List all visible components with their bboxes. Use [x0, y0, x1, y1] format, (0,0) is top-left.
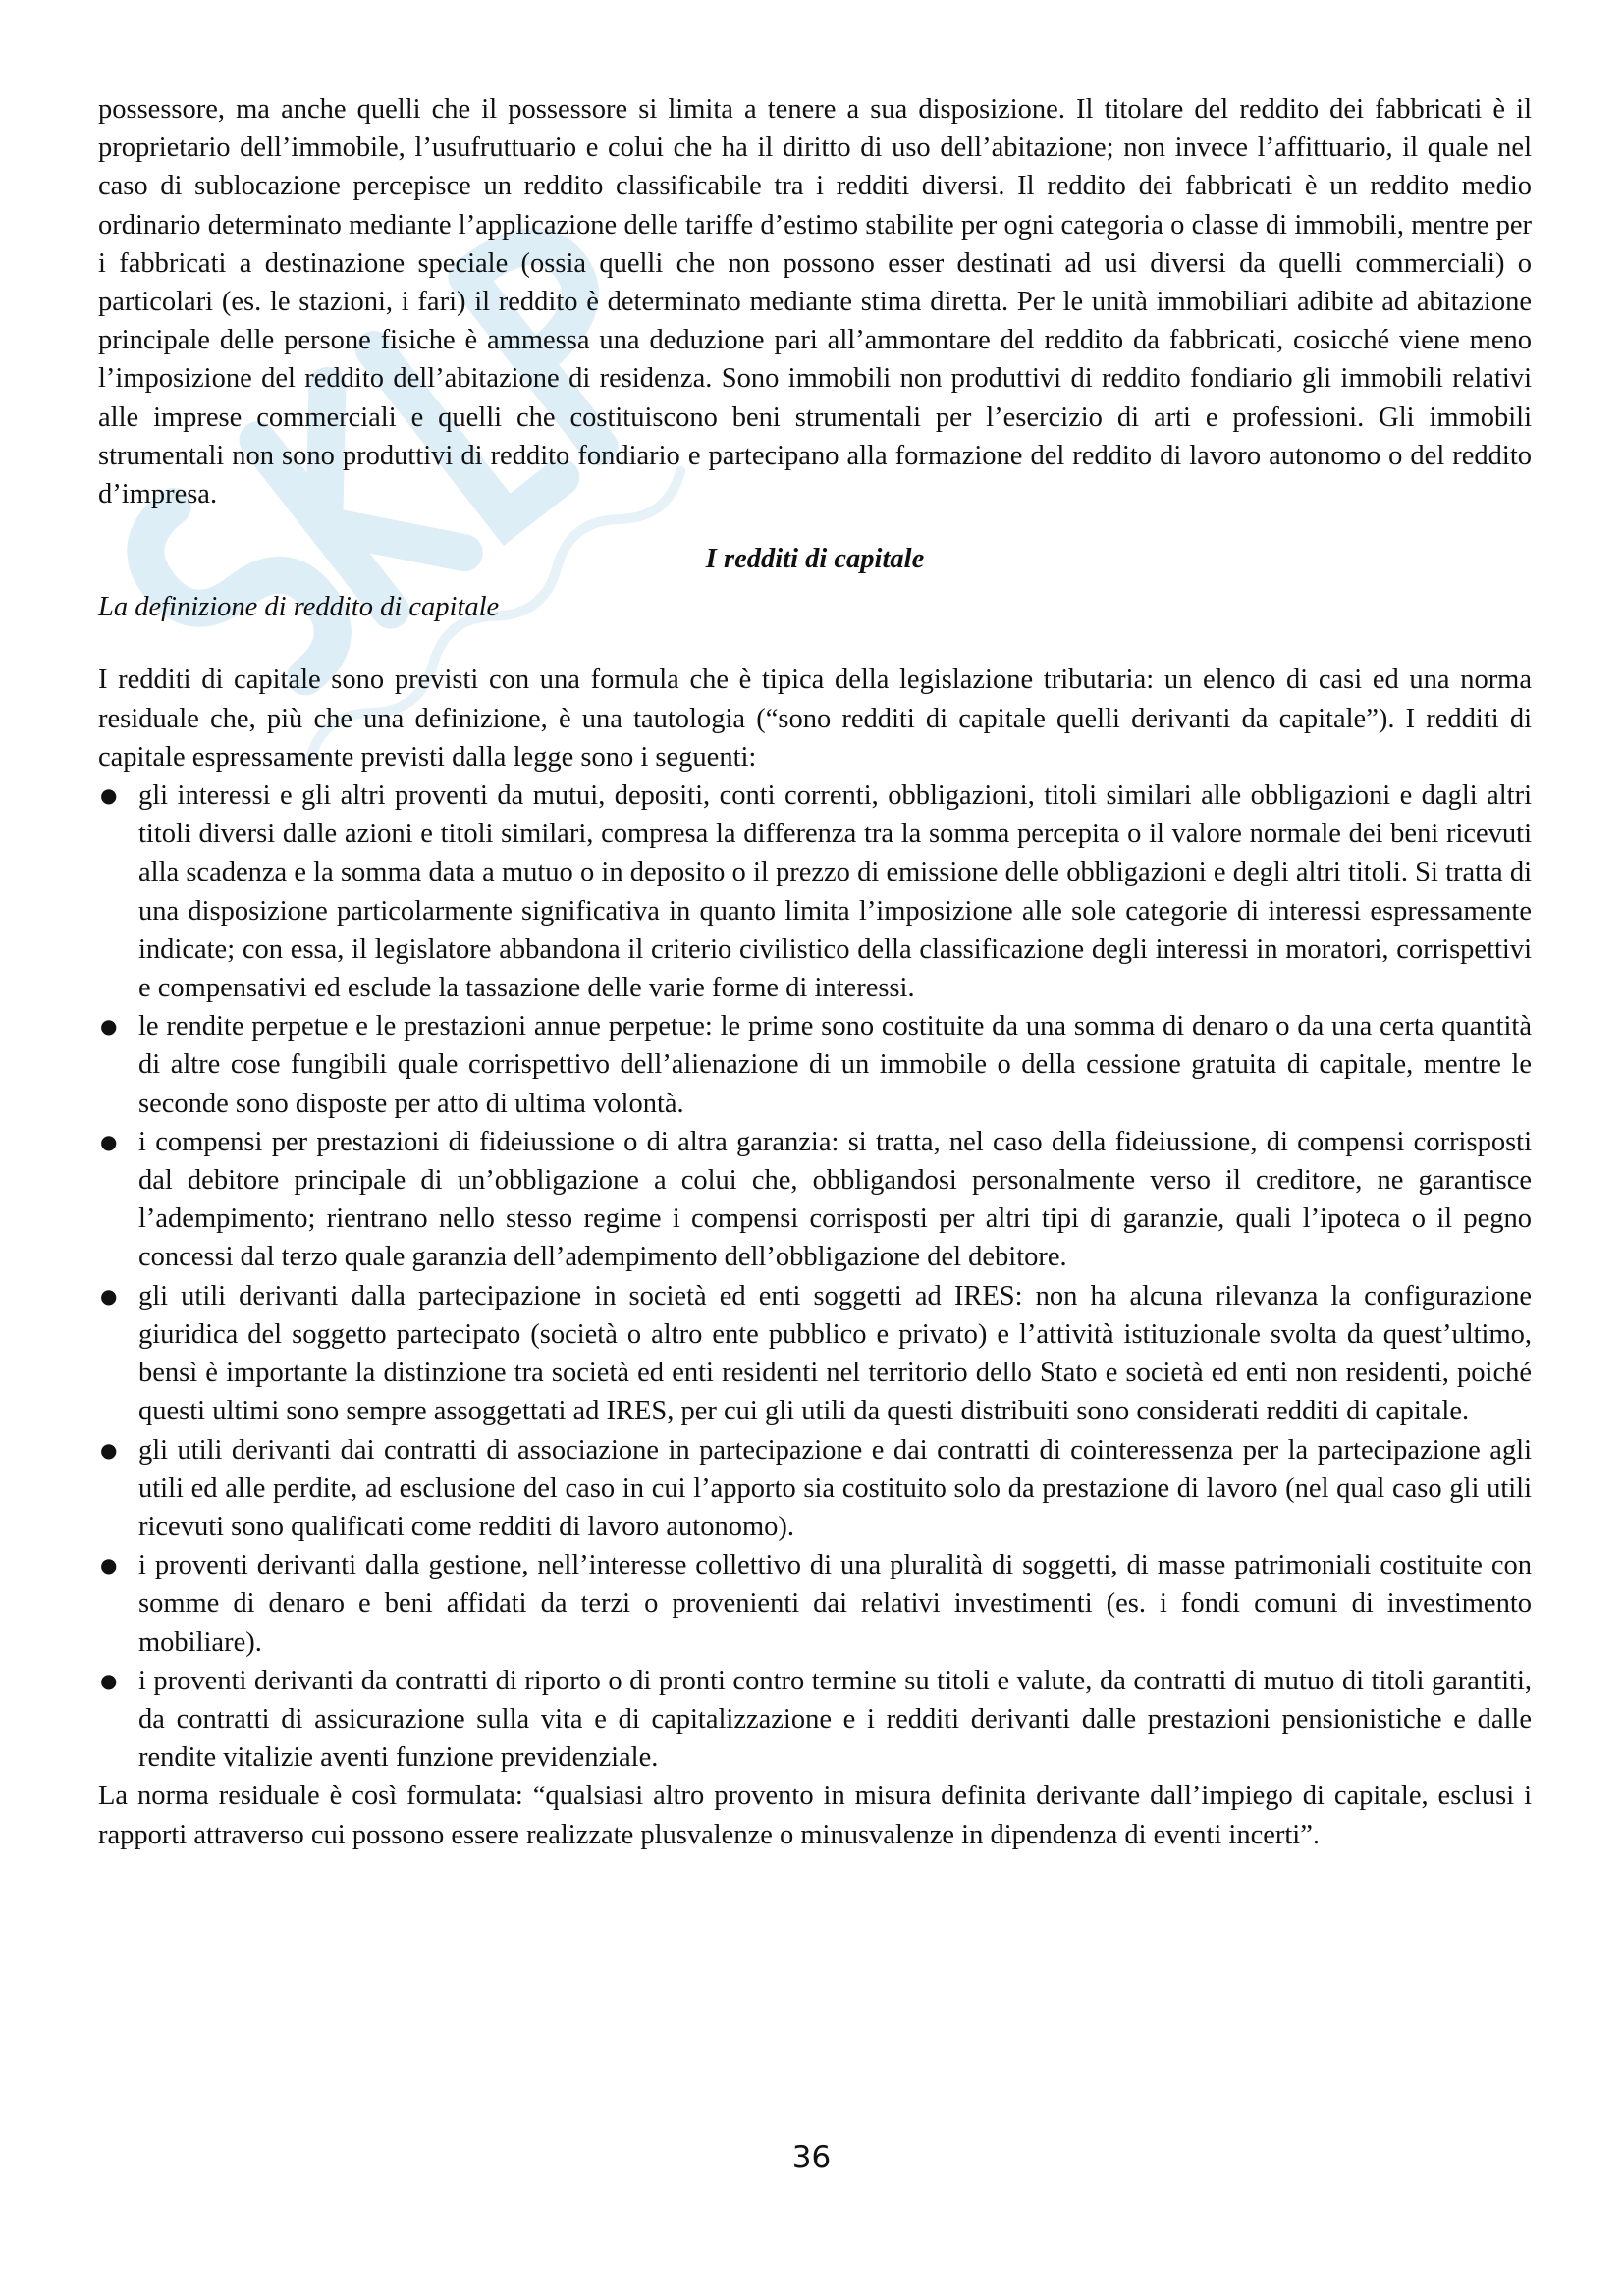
- list-item: [98, 1546, 1532, 1662]
- lead-paragraph: I redditi di capitale sono previsti con una formula che è tipica della legislazione tributaria: un elenco di casi ed una norma residuale che, più che una definizione, è una tautologia (“sono redditi di capitale quelli derivanti da capitale”). I redditi di capitale espressamente previsti dalla legge sono i seguenti:: [98, 665, 1532, 773]
- document-page: [98, 90, 1532, 1854]
- bullet-icon: ●: [100, 1553, 118, 1577]
- list-item-text: gli utili derivanti dalla partecipazione in società ed enti soggetti ad IRES: non ha alcuna rilevanza la configurazione giuridica del soggetto partecipato (società o altro ente pubblico e privato) e l’attività istituzionale svolta da quest’ultimo, bensì è importante la distinzione tra società ed enti residenti nel territorio dello Stato e società ed enti non residenti, poiché questi ultimi sono sempre assoggettati ad IRES, per cui gli utili da questi distribuiti sono considerati redditi di capitale.: [138, 1280, 1532, 1427]
- bullet-icon: ●: [100, 1283, 118, 1308]
- list-item: [98, 776, 1532, 1007]
- bullet-icon: ●: [100, 1129, 118, 1153]
- bullet-icon: ●: [100, 783, 118, 808]
- list-item-text: i proventi derivanti da contratti di riporto o di pronti contro termine su titoli e valute, da contratti di mutuo di titoli garantiti, da contratti di assicurazione sulla vita e di capitalizzazione e i redditi derivanti dalle prestazioni pensionistiche e dalle rendite vitalizie aventi funzione previdenziale.: [138, 1665, 1532, 1774]
- bullet-icon: ●: [100, 1437, 118, 1462]
- list-item: [98, 1123, 1532, 1277]
- intro-paragraph: possessore, ma anche quelli che il possessore si limita a tenere a sua disposizione. Il titolare del reddito dei fabbricati è il proprietario dell’immobile, l’usufruttuario e colui che ha il diritto di uso dell’abitazione; non invece l’affittuario, il quale nel caso di sublocazione percepisce un reddito classificabile tra i redditi diversi. Il reddito dei fabbricati è un reddito medio ordinario determinato mediante l’applicazione delle tariffe d’estimo stabilite per ogni categoria o classe di immobili, mentre per i fabbricati a destinazione speciale (ossia quelli che non possono esser destinati ad usi diversi da quelli commerciali) o particolari (es. le stazioni, i fari) il reddito è determinato mediante stima diretta. Per le unità immobiliari adibite ad abitazione principale delle persone fisiche è ammessa una deduzione pari all’ammontare del reddito da fabbricati, cosicché viene meno l’imposizione del reddito dell’abitazione di residenza. Sono immobili non produttivi di reddito fondiario gli immobili relativi alle imprese commerciali e quelli che costituiscono beni strumentali per l’esercizio di arti e professioni. Gli immobili strumentali non sono produttivi di reddito fondiario e partecipano alla formazione del reddito di lavoro autonomo o del reddito d’impresa.: [98, 94, 1532, 510]
- bullet-icon: ●: [100, 1668, 118, 1692]
- list-item: [98, 1662, 1532, 1778]
- list-item: [98, 1277, 1532, 1431]
- list-item: [98, 1007, 1532, 1123]
- list-item-text: i proventi derivanti dalla gestione, nell’interesse collettivo di una pluralità di soggetti, di masse patrimoniali costituite con somme di denaro e beni affidati da terzi o provenienti dai relativi investimenti (es. i fondi comuni di investimento mobiliare).: [138, 1550, 1532, 1658]
- bullet-icon: ●: [100, 1014, 118, 1039]
- subsection-title: La definizione di reddito di capitale: [98, 592, 500, 623]
- section-title: I redditi di capitale: [705, 544, 925, 575]
- list-item-text: le rendite perpetue e le prestazioni annue perpetue: le prime sono costituite da una somma di denaro o da una certa quantità di altre cose fungibili quale corrispettivo dell’alienazione di un immobile o della cessione gratuita di capitale, mentre le seconde sono disposte per atto di ultima volontà.: [138, 1011, 1532, 1119]
- list-item-text: gli utili derivanti dai contratti di associazione in partecipazione e dai contratti di cointeressenza per la partecipazione agli utili ed alle perdite, ad esclusione del caso in cui l’apporto sia costituito solo da prestazione di lavoro (nel qual caso gli utili ricevuti sono qualificati come redditi di lavoro autonomo).: [138, 1434, 1532, 1542]
- list-item-text: gli interessi e gli altri proventi da mutui, depositi, conti correnti, obbligazioni, titoli similari alle obbligazioni e dagli altri titoli diversi dalle azioni e titoli similari, compresa la differenza tra la somma percepita o il valore normale dei beni ricevuti alla scadenza e la somma data a mutuo o in deposito o il prezzo di emissione delle obbligazioni e degli altri titoli. Si tratta di una disposizione particolarmente significativa in quanto limita l’imposizione alle sole categorie di interessi espressamente indicate; con essa, il legislatore abbandona il criterio civilistico della classificazione degli interessi in moratori, corrispettivi e compensativi ed esclude la tassazione delle varie forme di interessi.: [138, 780, 1532, 1004]
- list-item: [98, 1431, 1532, 1547]
- closing-paragraph: La norma residuale è così formulata: “qualsiasi altro provento in misura definita derivante dall’impiego di capitale, esclusi i rapporti attraverso cui possono essere realizzate plusvalenze o minusvalenze in dipendenza di eventi incerti”.: [98, 1781, 1532, 1850]
- bullet-list: [98, 776, 1532, 1777]
- list-item-text: i compensi per prestazioni di fideiussione o di altra garanzia: si tratta, nel caso della fideiussione, di compensi corrisposti dal debitore principale di un’obbligazione a colui che, obbligandosi personalmente verso il creditore, ne garantisce l’adempimento; rientrano nello stesso regime i compensi corrisposti per altri tipi di garanzie, quali l’ipoteca o il pegno concessi dal terzo quale garanzia dell’adempimento dell’obbligazione del debitore.: [138, 1126, 1532, 1273]
- page-number: 36: [791, 2140, 832, 2175]
